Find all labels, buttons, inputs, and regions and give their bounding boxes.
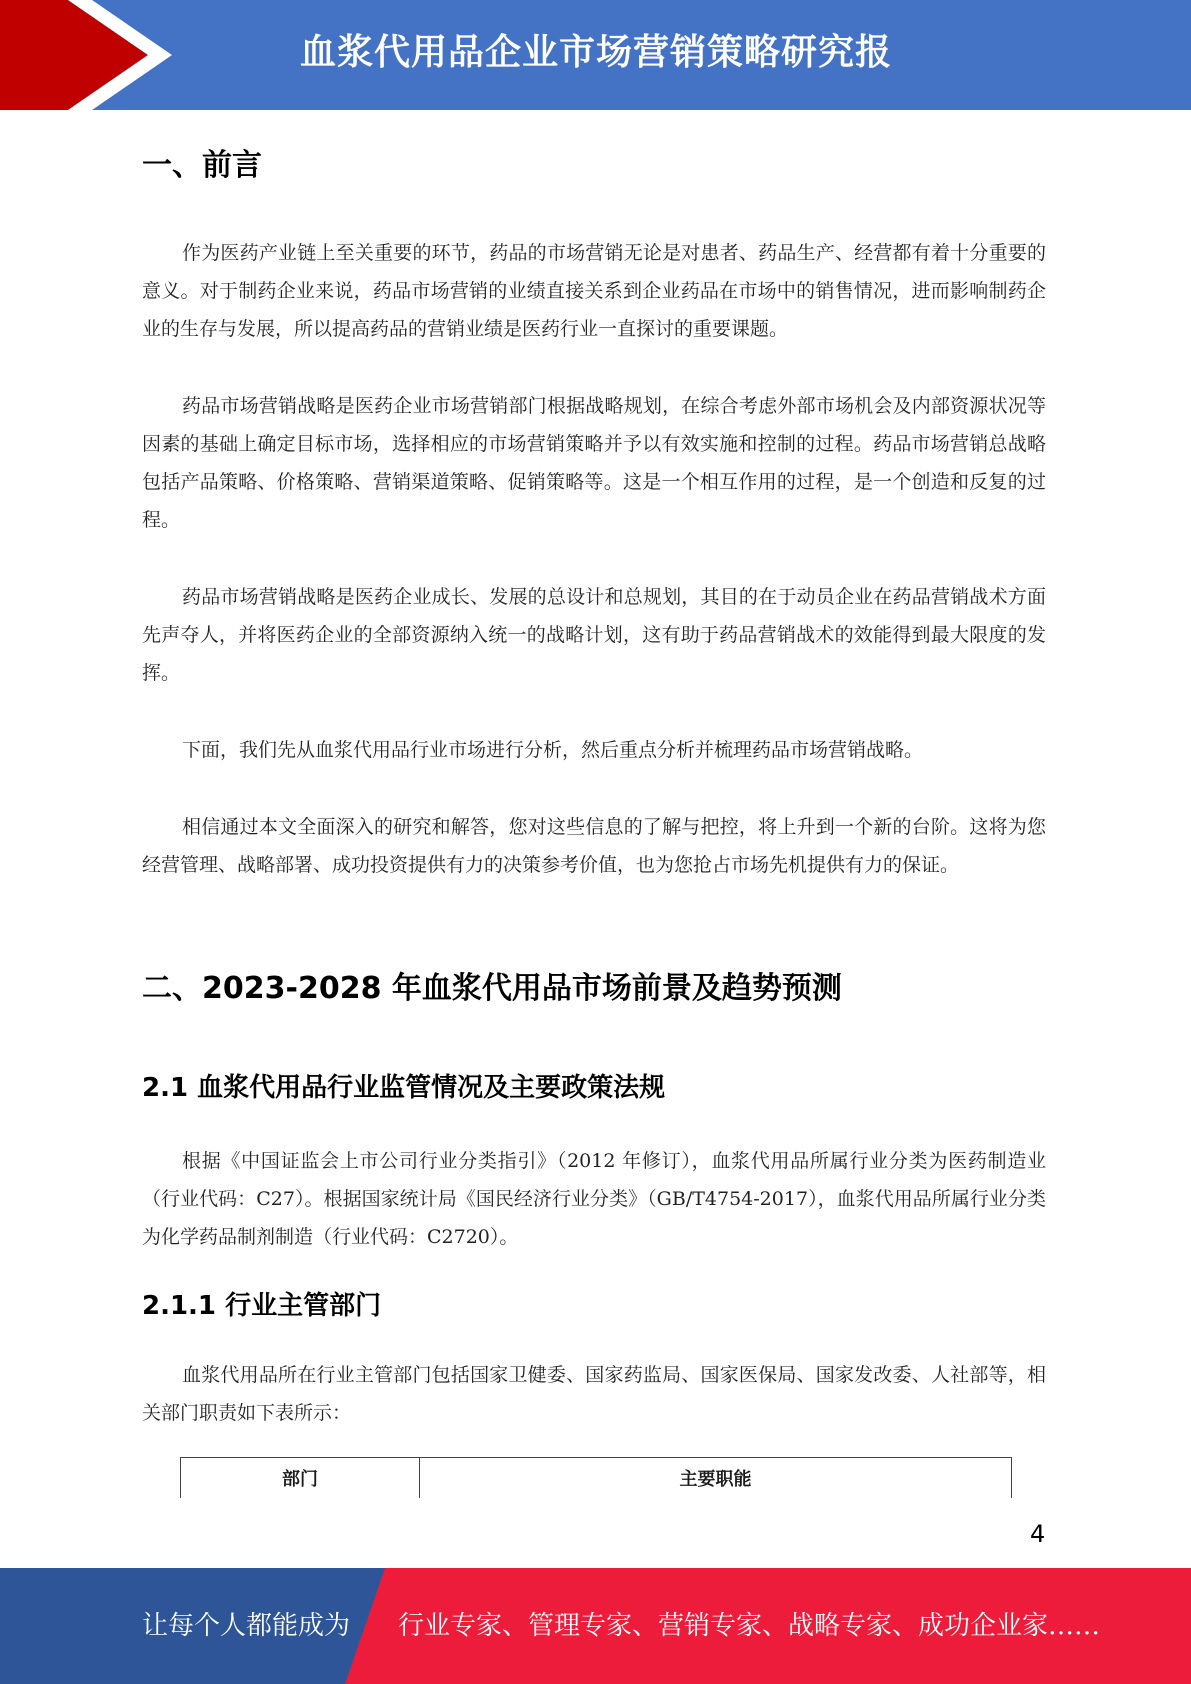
section-2-1-1-paragraph: 血浆代用品所在行业主管部门包括国家卫健委、国家药监局、国家医保局、国家发改委、人社部等，相关部门职责如下表所示： — [142, 1364, 1046, 1424]
page-number: 4 — [1030, 1520, 1046, 1548]
preface-paragraph-1: 作为医药产业链上至关重要的环节，药品的市场营销无论是对患者、药品生产、经营都有着十分重要的意义。对于制药企业来说，药品市场营销的业绩直接关系到企业药品在市场中的销售情况，进而影响制药企业的生存与发展，所以提高药品的营销业绩是医药行业一直探讨的重要课题。 — [142, 242, 1046, 340]
footer-slogan-left: 让每个人都能成为 — [142, 1611, 351, 1641]
report-title: 血浆代用品企业市场营销策略研究报告 — [300, 32, 893, 179]
table-header-department: 部门 — [181, 1458, 420, 1499]
table-header-duties: 主要职能 — [420, 1458, 1012, 1499]
department-duty-table — [180, 1457, 1012, 1498]
section-2-1-1-heading: 2.1.1 行业主管部门 — [142, 1291, 382, 1321]
report-footer — [0, 1568, 1191, 1684]
forecast-heading: 二、2023-2028 年血浆代用品市场前景及趋势预测 — [142, 971, 842, 1006]
preface-paragraph-3: 药品市场营销战略是医药企业成长、发展的总设计和总规划，其目的在于动员企业在药品营销战术方面先声夺人，并将医药企业的全部资源纳入统一的战略计划，这有助于药品营销战术的效能得到最大限度的发挥。 — [142, 586, 1046, 684]
preface-heading: 一、前言 — [142, 148, 262, 183]
footer-slogan-right: 行业专家、管理专家、营销专家、战略专家、成功企业家…… — [398, 1611, 1101, 1641]
preface-paragraph-2: 药品市场营销战略是医药企业市场营销部门根据战略规划，在综合考虑外部市场机会及内部资源状况等因素的基础上确定目标市场，选择相应的市场营销策略并予以有效实施和控制的过程。药品市场营销总战略包括产品策略、价格策略、营销渠道策略、促销策略等。这是一个相互作用的过程，是一个创造和反复的过程。 — [142, 395, 1046, 531]
table-header-row — [181, 1458, 1012, 1499]
preface-paragraph-5: 相信通过本文全面深入的研究和解答，您对这些信息的了解与把控，将上升到一个新的台阶。这将为您经营管理、战略部署、成功投资提供有力的决策参考价值，也为您抢占市场先机提供有力的保证。 — [142, 816, 1046, 876]
section-2-1-heading: 2.1 血浆代用品行业监管情况及主要政策法规 — [142, 1073, 666, 1103]
preface-paragraph-4: 下面，我们先从血浆代用品行业市场进行分析，然后重点分析并梳理药品市场营销战略。 — [182, 739, 924, 761]
section-2-1-paragraph: 根据《中国证监会上市公司行业分类指引》（2012 年修订），血浆代用品所属行业分类为医药制造业（行业代码：C27）。根据国家统计局《国民经济行业分类》（GB/T4754-2017），血浆代用品所属行业分类为化学药品制剂制造（行业代码：C2720）。 — [142, 1150, 1046, 1248]
